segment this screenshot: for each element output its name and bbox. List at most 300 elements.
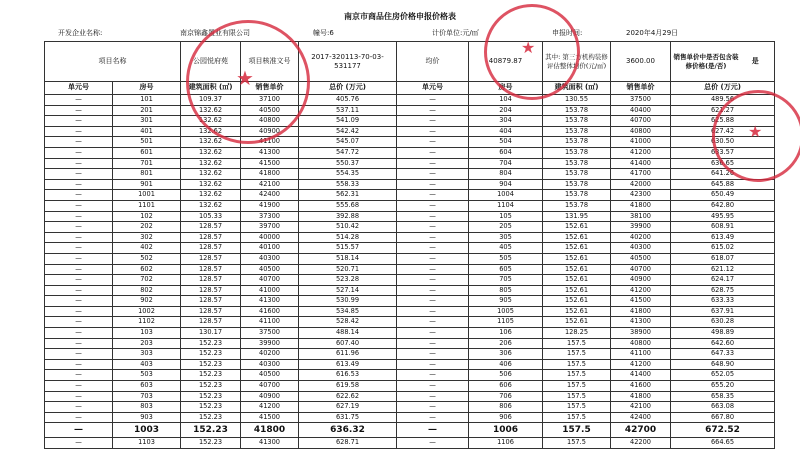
left-area-cell: 152.23 <box>181 391 241 402</box>
right-total-cell: 636.65 <box>671 158 775 169</box>
right-area-cell: 153.78 <box>543 126 611 137</box>
left-area-cell: 132.62 <box>181 200 241 211</box>
col-area-left: 建筑面积 (㎡) <box>181 82 241 95</box>
table-row <box>45 158 775 169</box>
right-area-cell: 152.61 <box>543 243 611 254</box>
table-row <box>45 402 775 413</box>
left-price-cell: 41000 <box>241 285 299 296</box>
right-room-cell: 605 <box>469 264 543 275</box>
right-area-cell: 153.78 <box>543 190 611 201</box>
left-area-cell: 105.33 <box>181 211 241 222</box>
right-total-cell: 650.49 <box>671 190 775 201</box>
table-row <box>45 211 775 222</box>
left-total-cell: 537.11 <box>299 105 397 116</box>
seal-star-icon: ★ <box>521 38 536 57</box>
left-area-cell: 128.57 <box>181 296 241 307</box>
table-row <box>45 370 775 381</box>
right-unit-cell: — <box>397 296 469 307</box>
right-unit-cell: — <box>397 412 469 423</box>
avg-label: 均价 <box>397 42 469 82</box>
left-price-cell: 41100 <box>241 317 299 328</box>
left-area-cell: 128.57 <box>181 243 241 254</box>
report-date: 2020年4月29日 <box>626 29 679 37</box>
include-fee-cell <box>671 42 775 82</box>
right-price-cell: 42700 <box>611 423 671 438</box>
right-area-cell: 157.5 <box>543 412 611 423</box>
right-price-cell: 41200 <box>611 147 671 158</box>
left-area-cell: 128.57 <box>181 317 241 328</box>
right-area-cell: 157.5 <box>543 438 611 449</box>
right-unit-cell: — <box>397 126 469 137</box>
right-unit-cell: — <box>397 232 469 243</box>
left-room-cell: 801 <box>113 169 181 180</box>
left-price-cell: 41900 <box>241 200 299 211</box>
left-area-cell: 152.23 <box>181 370 241 381</box>
right-total-cell: 495.95 <box>671 211 775 222</box>
project-name-label: 项目名称 <box>45 42 181 82</box>
col-room-left: 房号 <box>113 82 181 95</box>
table-row <box>45 105 775 116</box>
right-room-cell: 1005 <box>469 306 543 317</box>
right-area-cell: 128.25 <box>543 328 611 339</box>
right-price-cell: 40700 <box>611 116 671 127</box>
left-price-cell: 42400 <box>241 190 299 201</box>
right-area-cell: 152.61 <box>543 306 611 317</box>
column-header-row <box>45 82 775 95</box>
right-price-cell: 41200 <box>611 359 671 370</box>
left-room-cell: 902 <box>113 296 181 307</box>
right-room-cell: 905 <box>469 296 543 307</box>
left-unit-cell: — <box>45 222 113 233</box>
right-price-cell: 40900 <box>611 275 671 286</box>
right-room-cell: 804 <box>469 169 543 180</box>
left-total-cell: 541.09 <box>299 116 397 127</box>
left-area-cell: 128.57 <box>181 285 241 296</box>
left-unit-cell: — <box>45 359 113 370</box>
right-price-cell: 41000 <box>611 137 671 148</box>
left-area-cell: 152.23 <box>181 402 241 413</box>
left-total-cell: 534.85 <box>299 306 397 317</box>
left-room-cell: 1101 <box>113 200 181 211</box>
table-row <box>45 232 775 243</box>
right-unit-cell: — <box>397 137 469 148</box>
left-total-cell: 488.14 <box>299 328 397 339</box>
right-total-cell: 630.50 <box>671 137 775 148</box>
left-unit-cell: — <box>45 275 113 286</box>
right-room-cell: 904 <box>469 179 543 190</box>
col-price-right: 销售单价 <box>611 82 671 95</box>
right-room-cell: 506 <box>469 370 543 381</box>
left-unit-cell: — <box>45 137 113 148</box>
left-total-cell: 527.14 <box>299 285 397 296</box>
right-price-cell: 38100 <box>611 211 671 222</box>
right-total-cell: 672.52 <box>671 423 775 438</box>
left-room-cell: 601 <box>113 147 181 158</box>
table-row <box>45 285 775 296</box>
right-price-cell: 39900 <box>611 222 671 233</box>
right-price-cell: 41800 <box>611 306 671 317</box>
right-room-cell: 1004 <box>469 190 543 201</box>
left-unit-cell: — <box>45 95 113 106</box>
left-room-cell: 901 <box>113 179 181 190</box>
right-price-cell: 42300 <box>611 190 671 201</box>
right-area-cell: 157.5 <box>543 359 611 370</box>
right-unit-cell: — <box>397 116 469 127</box>
left-room-cell: 402 <box>113 243 181 254</box>
left-unit-cell: — <box>45 296 113 307</box>
left-total-cell: 622.62 <box>299 391 397 402</box>
right-room-cell: 705 <box>469 275 543 286</box>
left-room-cell: 302 <box>113 232 181 243</box>
left-unit-cell: — <box>45 190 113 201</box>
right-area-cell: 153.78 <box>543 179 611 190</box>
right-total-cell: 608.91 <box>671 222 775 233</box>
table-row <box>45 306 775 317</box>
left-price-cell: 40300 <box>241 253 299 264</box>
left-unit-cell: — <box>45 338 113 349</box>
left-unit-cell: — <box>45 116 113 127</box>
left-price-cell: 41300 <box>241 296 299 307</box>
table-row <box>45 412 775 423</box>
right-total-cell: 621.27 <box>671 105 775 116</box>
left-total-cell: 562.31 <box>299 190 397 201</box>
right-price-cell: 40800 <box>611 338 671 349</box>
right-unit-cell: — <box>397 95 469 106</box>
right-total-cell: 642.60 <box>671 338 775 349</box>
left-total-cell: 518.14 <box>299 253 397 264</box>
table-row <box>45 222 775 233</box>
right-room-cell: 906 <box>469 412 543 423</box>
left-price-cell: 41100 <box>241 137 299 148</box>
developer-label: 开发企业名称: <box>58 29 103 37</box>
left-unit-cell: — <box>45 179 113 190</box>
table-row <box>45 381 775 392</box>
page-title: 南京市商品住房价格申报价格表 <box>344 12 456 21</box>
left-unit-cell: — <box>45 412 113 423</box>
right-price-cell: 41100 <box>611 349 671 360</box>
left-area-cell: 128.57 <box>181 232 241 243</box>
left-unit-cell: — <box>45 328 113 339</box>
seal-star-icon: ★ <box>236 66 254 90</box>
left-area-cell: 109.37 <box>181 95 241 106</box>
left-total-cell: 613.49 <box>299 359 397 370</box>
left-area-cell: 132.62 <box>181 116 241 127</box>
right-unit-cell: — <box>397 211 469 222</box>
right-unit-cell: — <box>397 317 469 328</box>
right-unit-cell: — <box>397 190 469 201</box>
right-room-cell: 1106 <box>469 438 543 449</box>
right-price-cell: 40500 <box>611 253 671 264</box>
right-area-cell: 152.61 <box>543 317 611 328</box>
left-price-cell: 39700 <box>241 222 299 233</box>
right-total-cell: 642.80 <box>671 200 775 211</box>
left-room-cell: 203 <box>113 338 181 349</box>
right-price-cell: 40300 <box>611 243 671 254</box>
right-price-cell: 42400 <box>611 412 671 423</box>
right-area-cell: 153.78 <box>543 200 611 211</box>
left-area-cell: 128.57 <box>181 275 241 286</box>
left-unit-cell: — <box>45 423 113 438</box>
left-area-cell: 152.23 <box>181 349 241 360</box>
left-unit-cell: — <box>45 147 113 158</box>
left-room-cell: 1102 <box>113 317 181 328</box>
right-unit-cell: — <box>397 328 469 339</box>
left-unit-cell: — <box>45 402 113 413</box>
right-unit-cell: — <box>397 349 469 360</box>
right-unit-cell: — <box>397 253 469 264</box>
right-area-cell: 153.78 <box>543 116 611 127</box>
left-price-cell: 40800 <box>241 116 299 127</box>
col-price-left: 销售单价 <box>241 82 299 95</box>
right-room-cell: 405 <box>469 243 543 254</box>
left-total-cell: 530.99 <box>299 296 397 307</box>
right-unit-cell: — <box>397 179 469 190</box>
table-row <box>45 190 775 201</box>
right-total-cell: 625.88 <box>671 116 775 127</box>
right-total-cell: 648.90 <box>671 359 775 370</box>
permit-number: 2017-320113-70-03-531177 <box>299 42 397 82</box>
right-area-cell: 152.61 <box>543 296 611 307</box>
table-row <box>45 349 775 360</box>
left-room-cell: 102 <box>113 211 181 222</box>
right-room-cell: 1104 <box>469 200 543 211</box>
col-total-left: 总价 (万元) <box>299 82 397 95</box>
right-unit-cell: — <box>397 306 469 317</box>
left-total-cell: 627.19 <box>299 402 397 413</box>
left-unit-cell: — <box>45 158 113 169</box>
right-area-cell: 152.61 <box>543 264 611 275</box>
left-price-cell: 40100 <box>241 243 299 254</box>
left-total-cell: 554.35 <box>299 169 397 180</box>
right-price-cell: 40400 <box>611 105 671 116</box>
left-unit-cell: — <box>45 232 113 243</box>
right-total-cell: 628.75 <box>671 285 775 296</box>
right-area-cell: 152.61 <box>543 222 611 233</box>
right-room-cell: 706 <box>469 391 543 402</box>
left-total-cell: 628.71 <box>299 438 397 449</box>
right-total-cell: 627.42 <box>671 126 775 137</box>
left-room-cell: 301 <box>113 116 181 127</box>
developer-name: 南京锦鑫置业有限公司 <box>180 29 250 37</box>
left-area-cell: 152.23 <box>181 381 241 392</box>
right-room-cell: 604 <box>469 147 543 158</box>
right-total-cell: 637.91 <box>671 306 775 317</box>
right-room-cell: 404 <box>469 126 543 137</box>
left-area-cell: 128.57 <box>181 222 241 233</box>
table-row <box>45 338 775 349</box>
left-unit-cell: — <box>45 370 113 381</box>
left-total-cell: 636.32 <box>299 423 397 438</box>
left-room-cell: 903 <box>113 412 181 423</box>
table-row <box>45 423 775 438</box>
third-party-value: 3600.00 <box>611 42 671 82</box>
right-room-cell: 504 <box>469 137 543 148</box>
left-total-cell: 405.76 <box>299 95 397 106</box>
left-area-cell: 128.57 <box>181 253 241 264</box>
right-price-cell: 40700 <box>611 264 671 275</box>
left-area-cell: 152.23 <box>181 423 241 438</box>
right-total-cell: 498.89 <box>671 328 775 339</box>
table-row <box>45 179 775 190</box>
left-area-cell: 132.62 <box>181 158 241 169</box>
right-total-cell: 652.05 <box>671 370 775 381</box>
right-total-cell: 615.02 <box>671 243 775 254</box>
left-unit-cell: — <box>45 243 113 254</box>
right-total-cell: 633.57 <box>671 147 775 158</box>
table-row <box>45 296 775 307</box>
left-price-cell: 41500 <box>241 158 299 169</box>
right-price-cell: 38900 <box>611 328 671 339</box>
right-room-cell: 106 <box>469 328 543 339</box>
left-total-cell: 510.42 <box>299 222 397 233</box>
left-room-cell: 201 <box>113 105 181 116</box>
left-unit-cell: — <box>45 381 113 392</box>
right-unit-cell: — <box>397 243 469 254</box>
right-unit-cell: — <box>397 105 469 116</box>
table-row <box>45 95 775 106</box>
right-price-cell: 42000 <box>611 179 671 190</box>
right-area-cell: 152.61 <box>543 253 611 264</box>
left-total-cell: 550.37 <box>299 158 397 169</box>
right-total-cell: 489.56 <box>671 95 775 106</box>
left-room-cell: 802 <box>113 285 181 296</box>
left-room-cell: 1103 <box>113 438 181 449</box>
left-total-cell: 528.42 <box>299 317 397 328</box>
left-room-cell: 401 <box>113 126 181 137</box>
right-total-cell: 624.17 <box>671 275 775 286</box>
left-unit-cell: — <box>45 126 113 137</box>
left-unit-cell: — <box>45 438 113 449</box>
right-unit-cell: — <box>397 338 469 349</box>
table-row <box>45 137 775 148</box>
left-room-cell: 602 <box>113 264 181 275</box>
left-area-cell: 132.62 <box>181 179 241 190</box>
left-total-cell: 619.58 <box>299 381 397 392</box>
left-total-cell: 545.07 <box>299 137 397 148</box>
left-price-cell: 40500 <box>241 264 299 275</box>
table-row <box>45 317 775 328</box>
building-label: 幢号:6 <box>313 29 334 37</box>
left-total-cell: 514.28 <box>299 232 397 243</box>
right-room-cell: 505 <box>469 253 543 264</box>
left-area-cell: 128.57 <box>181 306 241 317</box>
left-area-cell: 132.62 <box>181 190 241 201</box>
left-room-cell: 703 <box>113 391 181 402</box>
col-total-right: 总价 (万元) <box>671 82 775 95</box>
right-area-cell: 152.61 <box>543 232 611 243</box>
right-area-cell: 131.95 <box>543 211 611 222</box>
right-total-cell: 667.80 <box>671 412 775 423</box>
right-unit-cell: — <box>397 402 469 413</box>
left-area-cell: 152.23 <box>181 338 241 349</box>
left-price-cell: 40500 <box>241 105 299 116</box>
right-total-cell: 655.20 <box>671 381 775 392</box>
left-price-cell: 41300 <box>241 147 299 158</box>
right-total-cell: 621.12 <box>671 264 775 275</box>
table-row <box>45 126 775 137</box>
right-price-cell: 41800 <box>611 391 671 402</box>
third-party-label: 其中: 第三方机构装修评估整体均价(元/㎡) <box>543 42 611 82</box>
left-room-cell: 103 <box>113 328 181 339</box>
right-total-cell: 618.07 <box>671 253 775 264</box>
right-unit-cell: — <box>397 200 469 211</box>
left-room-cell: 501 <box>113 137 181 148</box>
price-table <box>44 41 775 449</box>
left-price-cell: 41500 <box>241 412 299 423</box>
left-unit-cell: — <box>45 306 113 317</box>
right-room-cell: 105 <box>469 211 543 222</box>
report-time-label: 申报时间: <box>552 29 583 37</box>
right-total-cell: 613.49 <box>671 232 775 243</box>
left-area-cell: 132.62 <box>181 137 241 148</box>
left-total-cell: 555.68 <box>299 200 397 211</box>
left-price-cell: 41600 <box>241 306 299 317</box>
right-area-cell: 153.78 <box>543 105 611 116</box>
left-unit-cell: — <box>45 253 113 264</box>
right-unit-cell: — <box>397 264 469 275</box>
right-price-cell: 42200 <box>611 438 671 449</box>
table-row <box>45 264 775 275</box>
right-total-cell: 664.65 <box>671 438 775 449</box>
col-unit-left: 单元号 <box>45 82 113 95</box>
table-row <box>45 438 775 449</box>
right-area-cell: 153.78 <box>543 137 611 148</box>
right-price-cell: 41300 <box>611 317 671 328</box>
left-area-cell: 152.23 <box>181 438 241 449</box>
right-area-cell: 153.78 <box>543 169 611 180</box>
table-row <box>45 243 775 254</box>
right-price-cell: 41400 <box>611 370 671 381</box>
left-room-cell: 403 <box>113 359 181 370</box>
seal-star-icon: ★ <box>748 122 763 141</box>
right-unit-cell: — <box>397 169 469 180</box>
right-total-cell: 663.08 <box>671 402 775 413</box>
left-total-cell: 558.33 <box>299 179 397 190</box>
left-area-cell: 132.62 <box>181 126 241 137</box>
project-name: 公园悦府苑 <box>181 42 241 82</box>
right-unit-cell: — <box>397 275 469 286</box>
left-area-cell: 132.62 <box>181 169 241 180</box>
right-area-cell: 157.5 <box>543 402 611 413</box>
left-price-cell: 40700 <box>241 381 299 392</box>
right-room-cell: 704 <box>469 158 543 169</box>
left-price-cell: 37500 <box>241 328 299 339</box>
right-unit-cell: — <box>397 438 469 449</box>
right-area-cell: 157.5 <box>543 391 611 402</box>
left-room-cell: 101 <box>113 95 181 106</box>
left-price-cell: 40900 <box>241 126 299 137</box>
right-room-cell: 606 <box>469 381 543 392</box>
left-room-cell: 803 <box>113 402 181 413</box>
left-area-cell: 132.62 <box>181 105 241 116</box>
right-room-cell: 1006 <box>469 423 543 438</box>
right-unit-cell: — <box>397 158 469 169</box>
table-row <box>45 169 775 180</box>
table-body <box>45 95 775 449</box>
right-area-cell: 130.55 <box>543 95 611 106</box>
right-total-cell: 647.33 <box>671 349 775 360</box>
left-price-cell: 41300 <box>241 438 299 449</box>
left-price-cell: 37300 <box>241 211 299 222</box>
left-room-cell: 303 <box>113 349 181 360</box>
col-room-right: 房号 <box>469 82 543 95</box>
left-price-cell: 37100 <box>241 95 299 106</box>
right-price-cell: 41400 <box>611 158 671 169</box>
right-area-cell: 157.5 <box>543 423 611 438</box>
left-price-cell: 40200 <box>241 349 299 360</box>
table-row <box>45 116 775 127</box>
left-price-cell: 41200 <box>241 402 299 413</box>
